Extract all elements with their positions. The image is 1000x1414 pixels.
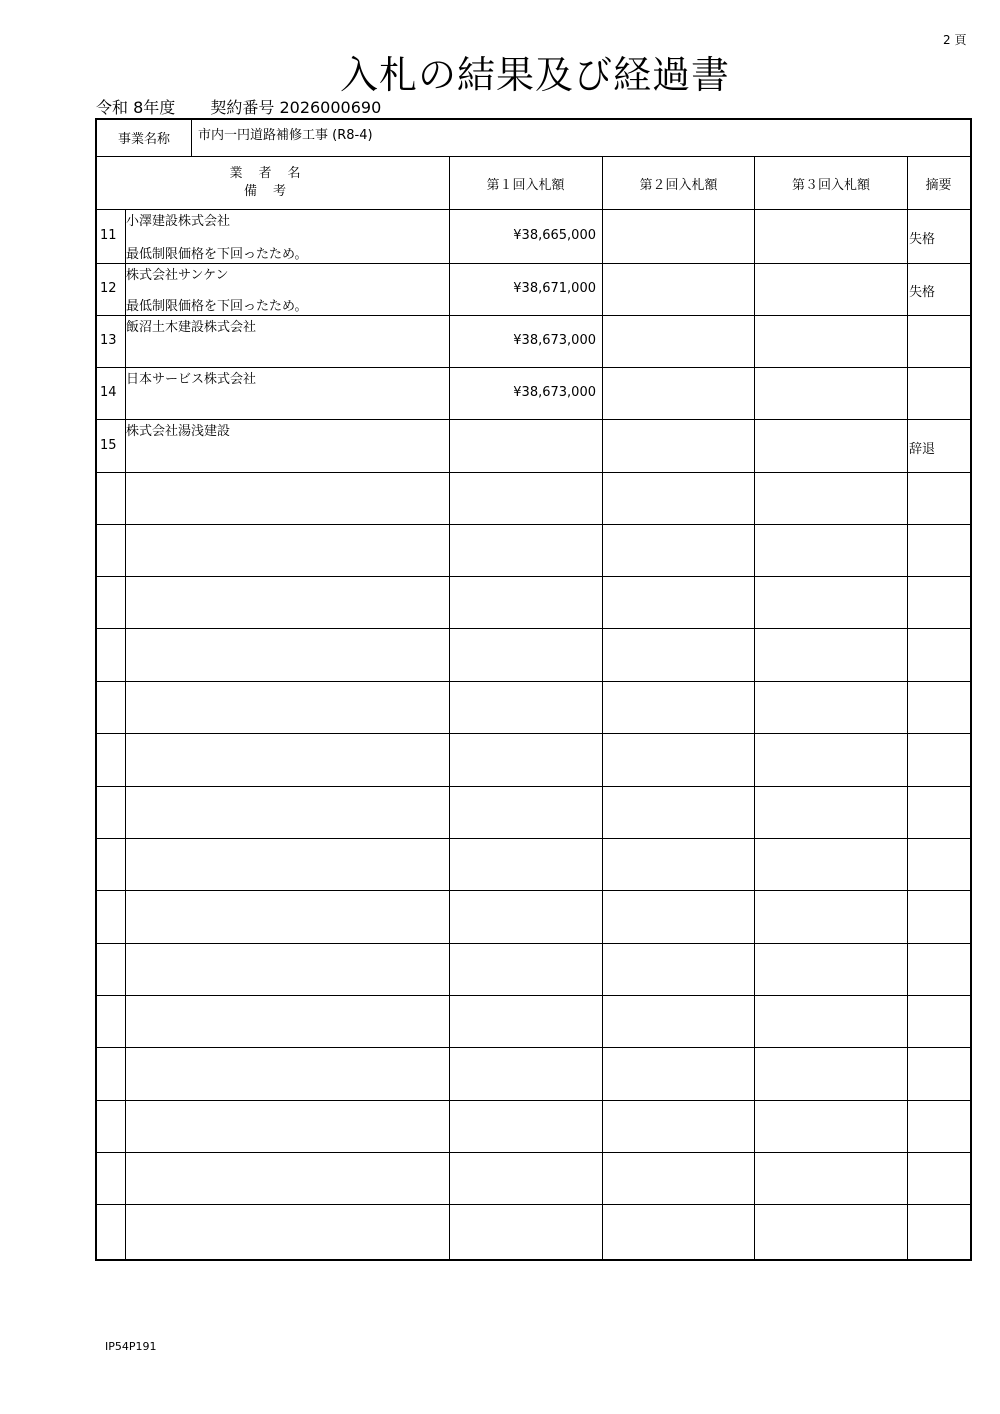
bidder-name: 株式会社湯浅建設 <box>126 424 231 439</box>
remarks-note-header: 備考 <box>243 184 302 199</box>
row-divider <box>97 1152 970 1153</box>
remark-status: 失格 <box>909 232 936 247</box>
bidder-note: 最低制限価格を下回ったため。 <box>126 299 308 314</box>
row-number: 14 <box>100 385 117 400</box>
row-number: 13 <box>100 333 117 348</box>
row-divider <box>97 628 970 629</box>
bidder-column-header <box>97 157 449 209</box>
column-divider <box>602 156 603 1259</box>
round1-amount: ¥38,665,000 <box>513 228 596 243</box>
row-divider <box>97 1047 970 1048</box>
project-label: 事業名称 <box>97 120 192 156</box>
column-divider <box>907 156 908 1259</box>
column-divider <box>449 156 450 1259</box>
bidder-name: 株式会社サンケン <box>126 268 229 283</box>
row-divider <box>97 890 970 891</box>
row-divider <box>97 943 970 944</box>
row-divider <box>97 995 970 996</box>
row-divider <box>97 681 970 682</box>
round1-amount: ¥38,671,000 <box>513 281 596 296</box>
bidder-name: 日本サービス株式会社 <box>126 372 257 387</box>
row-divider <box>97 1204 970 1205</box>
header-line <box>96 95 381 118</box>
footer-code: IP54P191 <box>105 1340 157 1353</box>
remark-status: 失格 <box>909 285 936 300</box>
row-divider <box>97 524 970 525</box>
round1-amount: ¥38,673,000 <box>513 333 596 348</box>
row-number: 15 <box>100 437 117 453</box>
project-row <box>97 120 970 157</box>
row-divider <box>97 786 970 787</box>
document-title: 入札の結果及び経過書 <box>339 53 730 97</box>
round3-header: 第３回入札額 <box>791 177 870 193</box>
row-divider <box>97 576 970 577</box>
fiscal-year: 令和 8年度 <box>96 98 176 117</box>
remarks-header: 摘要 <box>925 177 952 193</box>
contract-number: 契約番号 2026000690 <box>210 98 382 117</box>
bidder-name: 小澤建設株式会社 <box>126 214 231 229</box>
page-number: 2 頁 <box>943 33 967 47</box>
row-number: 12 <box>100 281 117 296</box>
row-divider <box>97 838 970 839</box>
project-name: 市内一円道路補修工事 (R8-4) <box>198 128 373 143</box>
bid-result-table <box>95 118 972 1261</box>
bidder-note: 最低制限価格を下回ったため。 <box>126 247 308 262</box>
round2-header: 第２回入札額 <box>639 177 718 193</box>
row-number: 11 <box>100 228 117 243</box>
round1-header: 第１回入札額 <box>486 177 565 193</box>
row-divider <box>97 472 970 473</box>
column-divider <box>754 156 755 1259</box>
row-divider <box>97 733 970 734</box>
round1-amount: ¥38,673,000 <box>513 385 596 400</box>
bidder-name: 飯沼土木建設株式会社 <box>126 320 257 335</box>
bidder-name-header: 業者名 <box>229 166 317 181</box>
remark-status: 辞退 <box>909 441 936 457</box>
row-divider <box>97 1100 970 1101</box>
